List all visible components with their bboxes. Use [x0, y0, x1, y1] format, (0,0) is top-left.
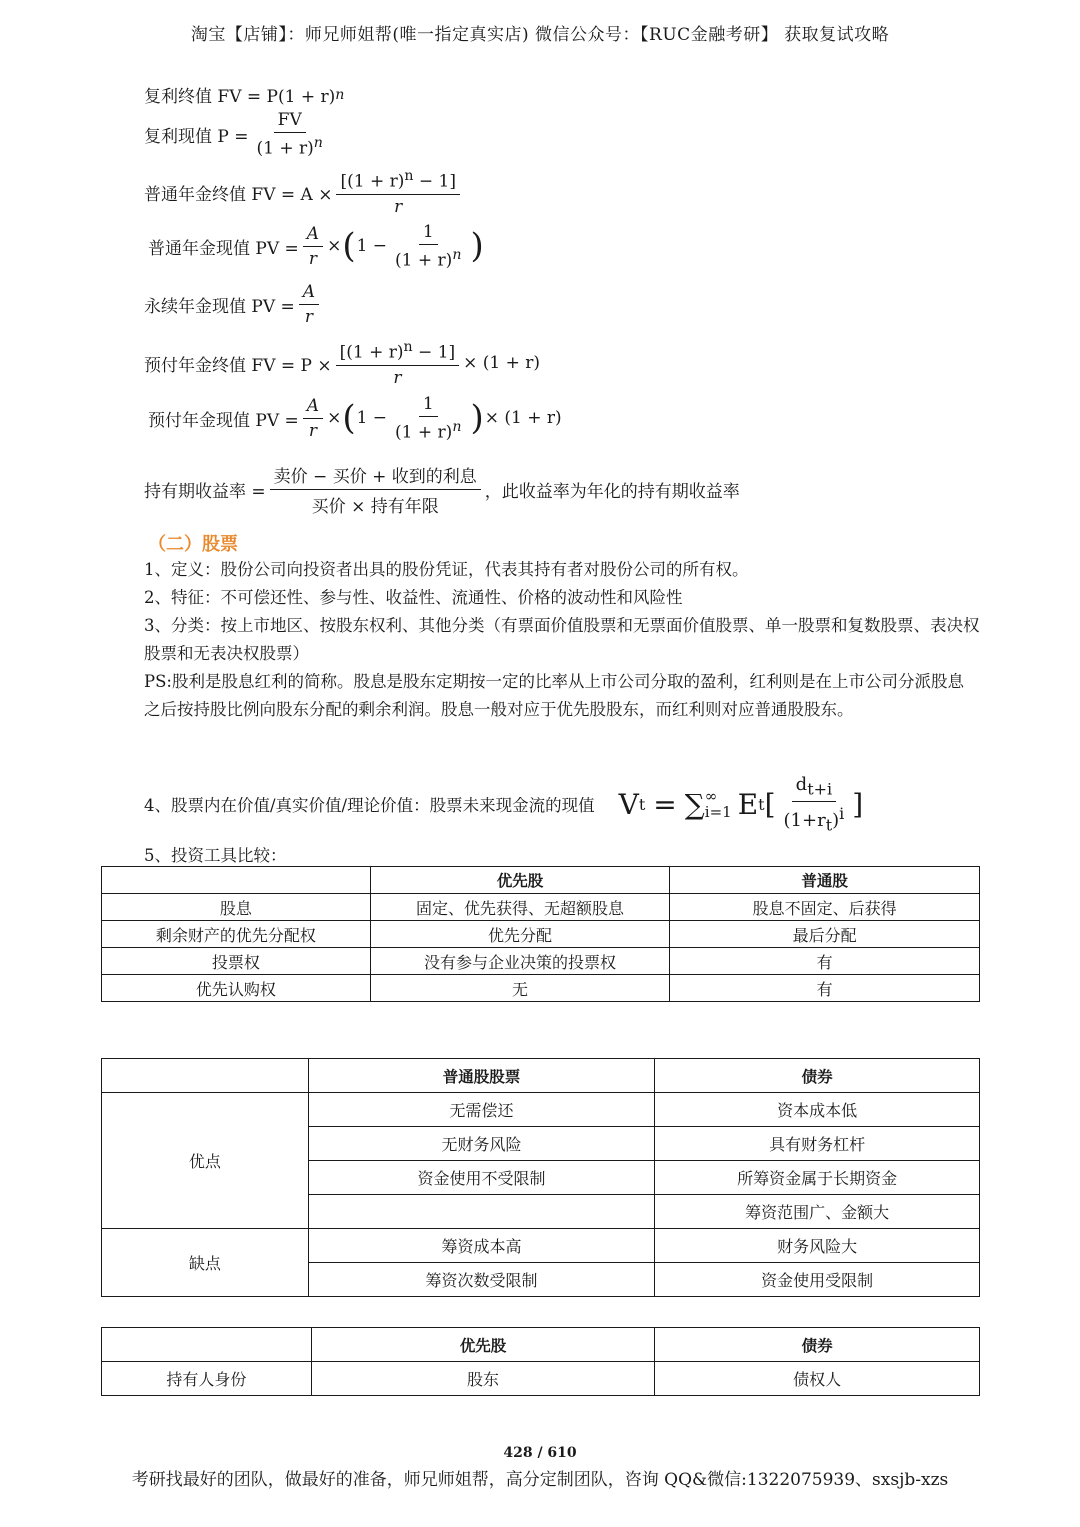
fraction — [299, 282, 319, 327]
page-number: 428 / 610 — [503, 1445, 577, 1461]
group-label-advantages: 优点 — [102, 1093, 309, 1229]
table-cell: 股息 — [102, 894, 371, 921]
times-sign: × — [327, 236, 342, 257]
exponent: n — [404, 168, 414, 184]
stock-vs-bond-table — [101, 1058, 980, 1297]
sigma-limits — [705, 788, 732, 820]
formula-label: 复利终值 FV = P(1 + r) — [144, 87, 336, 107]
formula-holding-period-return — [144, 462, 740, 517]
table-cell: 股息不固定、后获得 — [670, 894, 980, 921]
denominator: 买价 × 持有年限 — [311, 497, 439, 517]
table-cell: 有 — [670, 975, 980, 1002]
paragraph-classification: 3、分类：按上市地区、按股东权利、其他分类（有票面价值股票和无票面价值股票、单一股票和复数股票、表决权股票和无表决权股票） — [144, 616, 980, 663]
fraction — [303, 224, 323, 269]
table-header-row — [102, 1328, 980, 1362]
denominator — [253, 133, 327, 159]
denominator: r — [393, 367, 402, 388]
table-cell: 所筹资金属于长期资金 — [655, 1161, 980, 1195]
v-symbol: V — [618, 787, 639, 821]
table-cell: 无 — [370, 975, 670, 1002]
table-cell: 没有参与企业决策的投票权 — [370, 948, 670, 975]
denominator: r — [308, 420, 317, 441]
table-cell: 筹资成本高 — [308, 1229, 655, 1263]
table-cell: 投票权 — [102, 948, 371, 975]
formula-perpetuity-pv — [144, 282, 323, 327]
table-cell: 具有财务杠杆 — [655, 1127, 980, 1161]
table-cell: 资金使用受限制 — [655, 1263, 980, 1297]
numerator: A — [303, 396, 323, 419]
exponent: n — [403, 339, 413, 355]
table-cell: 剩余财产的优先分配权 — [102, 921, 371, 948]
one-minus: 1 − — [356, 236, 388, 257]
exponent: n — [452, 419, 462, 435]
exponent: n — [313, 135, 323, 151]
header-cell: 普通股股票 — [308, 1059, 655, 1093]
page-footer: 考研找最好的团队，做最好的准备，师兄师姐帮，高分定制团队，咨询 QQ&微信:1322075939、sxsjb-xzs — [131, 1470, 949, 1490]
fraction — [270, 462, 481, 517]
den-superscript: i — [839, 803, 845, 823]
den-base: (1 + r) — [395, 250, 453, 271]
body-paragraphs — [104, 556, 980, 724]
table-row — [102, 975, 980, 1002]
denominator: r — [308, 248, 317, 269]
exponent: n — [335, 86, 345, 103]
table-cell: 无需偿还 — [308, 1093, 655, 1127]
formula-compound-fv — [144, 82, 344, 107]
preferred-vs-common-table — [101, 866, 980, 1002]
paragraph-definition: 1、定义：股份公司向投资者出具的股份凭证，代表其持有者对股份公司的所有权。 — [144, 560, 749, 579]
denominator: r — [304, 307, 313, 327]
table-cell: 财务风险大 — [655, 1229, 980, 1263]
preferred-vs-bond-table — [101, 1327, 980, 1396]
header-cell: 普通股 — [670, 867, 980, 894]
header-cell: 债券 — [655, 1059, 980, 1093]
numerator: 1 — [419, 222, 438, 245]
e-symbol: E — [737, 787, 759, 821]
table-row — [102, 1362, 980, 1396]
header-cell — [102, 1328, 312, 1362]
num-tail: − 1] — [412, 342, 456, 363]
formula-compound-pv — [144, 110, 331, 159]
table-row — [102, 1229, 980, 1263]
inner-fraction — [391, 394, 465, 443]
inner-fraction — [391, 222, 465, 271]
table-cell: 有 — [670, 948, 980, 975]
table-cell: 筹资次数受限制 — [308, 1263, 655, 1297]
denominator — [391, 417, 465, 443]
denominator: r — [394, 196, 403, 217]
formula-label: 预付年金终值 FV = P × — [144, 355, 332, 376]
table-cell — [308, 1195, 655, 1229]
header-cell: 债券 — [655, 1328, 980, 1362]
table-cell: 优先认购权 — [102, 975, 371, 1002]
paragraph-ps: PS:股利是股息红利的简称。股息是股东定期按一定的比率从上市公司分取的盈利，红利则是在上市公司分派股息之后按持股比例向股东分配的剩余利润。股息一般对应于优先股股东，而红利则对应普通股股东。 — [144, 672, 964, 719]
formula-annuity-fv — [144, 168, 464, 217]
one-minus: 1 − — [356, 408, 388, 429]
times-sign: × — [327, 408, 342, 429]
table-row — [102, 1093, 980, 1127]
num-tail: − 1] — [413, 171, 456, 192]
numerator: A — [303, 224, 323, 247]
v-subscript: t — [638, 794, 646, 814]
fraction — [253, 110, 327, 159]
numerator — [336, 339, 460, 366]
numerator: FV — [274, 110, 306, 133]
table-cell: 持有人身份 — [102, 1362, 312, 1396]
comparison-label: 5、投资工具比较： — [144, 846, 287, 865]
numerator — [336, 168, 460, 195]
den-base: (1+r — [783, 809, 826, 831]
formula-annuity-due-pv — [148, 394, 562, 443]
den-base: (1 + r) — [256, 138, 314, 159]
table-row — [102, 921, 980, 948]
formula-tail: ，此收益率为年化的持有期收益率 — [484, 482, 740, 502]
left-bracket: [ — [764, 787, 776, 821]
intrinsic-value-label: 4、股票内在价值/真实价值/理论价值：股票未来现金流的现值 — [144, 796, 595, 816]
right-paren: ) — [470, 398, 484, 439]
right-bracket: ] — [852, 787, 864, 821]
den-subscript: t — [825, 815, 833, 835]
header-cell — [102, 1059, 309, 1093]
num-base: [(1 + r) — [340, 171, 405, 192]
denominator — [780, 802, 849, 835]
paragraph-features: 2、特征：不可偿还性、参与性、收益性、流通性、价格的波动性和风险性 — [144, 588, 683, 607]
table-cell: 无财务风险 — [308, 1127, 655, 1161]
header-cell: 优先股 — [311, 1328, 655, 1362]
formula-tail: × (1 + r) — [484, 408, 562, 429]
formula-annuity-pv — [148, 222, 485, 271]
fraction — [303, 396, 323, 441]
formula-label: 普通年金现值 PV = — [148, 238, 299, 259]
table-cell: 优先分配 — [370, 921, 670, 948]
num-base: [(1 + r) — [339, 342, 404, 363]
denominator — [391, 245, 465, 271]
header-cell — [102, 867, 371, 894]
numerator: 卖价 − 买价 + 收到的利息 — [270, 462, 481, 490]
left-paren: ( — [342, 398, 356, 439]
exponent: n — [452, 247, 462, 263]
left-paren: ( — [342, 226, 356, 267]
right-paren: ) — [470, 226, 484, 267]
table-cell: 最后分配 — [670, 921, 980, 948]
formula-annuity-due-fv — [144, 339, 540, 388]
table-header-row — [102, 867, 980, 894]
table-cell: 股东 — [311, 1362, 655, 1396]
formula-tail: × (1 + r) — [463, 353, 541, 374]
fraction — [336, 339, 460, 388]
page-header: 淘宝【店铺】：师兄师姐帮(唯一指定真实店) 微信公众号：【RUC金融考研】 获取复试攻略 — [190, 25, 890, 45]
formula-label: 复利现值 P = — [144, 126, 249, 147]
num-base: d — [795, 774, 808, 795]
sigma-lower: i=1 — [704, 803, 732, 822]
formula-label: 普通年金终值 FV = A × — [144, 184, 333, 205]
fraction — [336, 168, 460, 217]
numerator: A — [299, 282, 319, 305]
sigma-upper: ∞ — [704, 787, 718, 806]
table-row — [102, 948, 980, 975]
table-cell: 债权人 — [655, 1362, 980, 1396]
table-row — [102, 894, 980, 921]
section-title: （二）股票 — [148, 534, 238, 555]
intrinsic-value-formula — [144, 774, 980, 834]
num-subscript: t+i — [807, 779, 833, 799]
group-label-disadvantages: 缺点 — [102, 1229, 309, 1297]
header-cell: 优先股 — [370, 867, 670, 894]
den-base: (1 + r) — [395, 422, 453, 443]
table-header-row — [102, 1059, 980, 1093]
formula-label: 预付年金现值 PV = — [148, 410, 299, 431]
e-subscript: t — [758, 794, 765, 814]
table-cell: 资金使用不受限制 — [308, 1161, 655, 1195]
dividend-fraction — [780, 774, 849, 834]
table-cell: 资本成本低 — [655, 1093, 980, 1127]
den-close: ) — [832, 809, 840, 831]
numerator: 1 — [419, 394, 438, 417]
formula-label: 永续年金现值 PV = — [144, 297, 295, 317]
table-cell: 固定、优先获得、无超额股息 — [370, 894, 670, 921]
formula-label: 持有期收益率 = — [144, 482, 266, 502]
equals-sign: = — [653, 787, 677, 821]
numerator — [792, 774, 836, 802]
sigma-symbol: ∑ — [684, 787, 705, 821]
table-cell: 筹资范围广、金额大 — [655, 1195, 980, 1229]
valuation-equation — [619, 774, 864, 834]
